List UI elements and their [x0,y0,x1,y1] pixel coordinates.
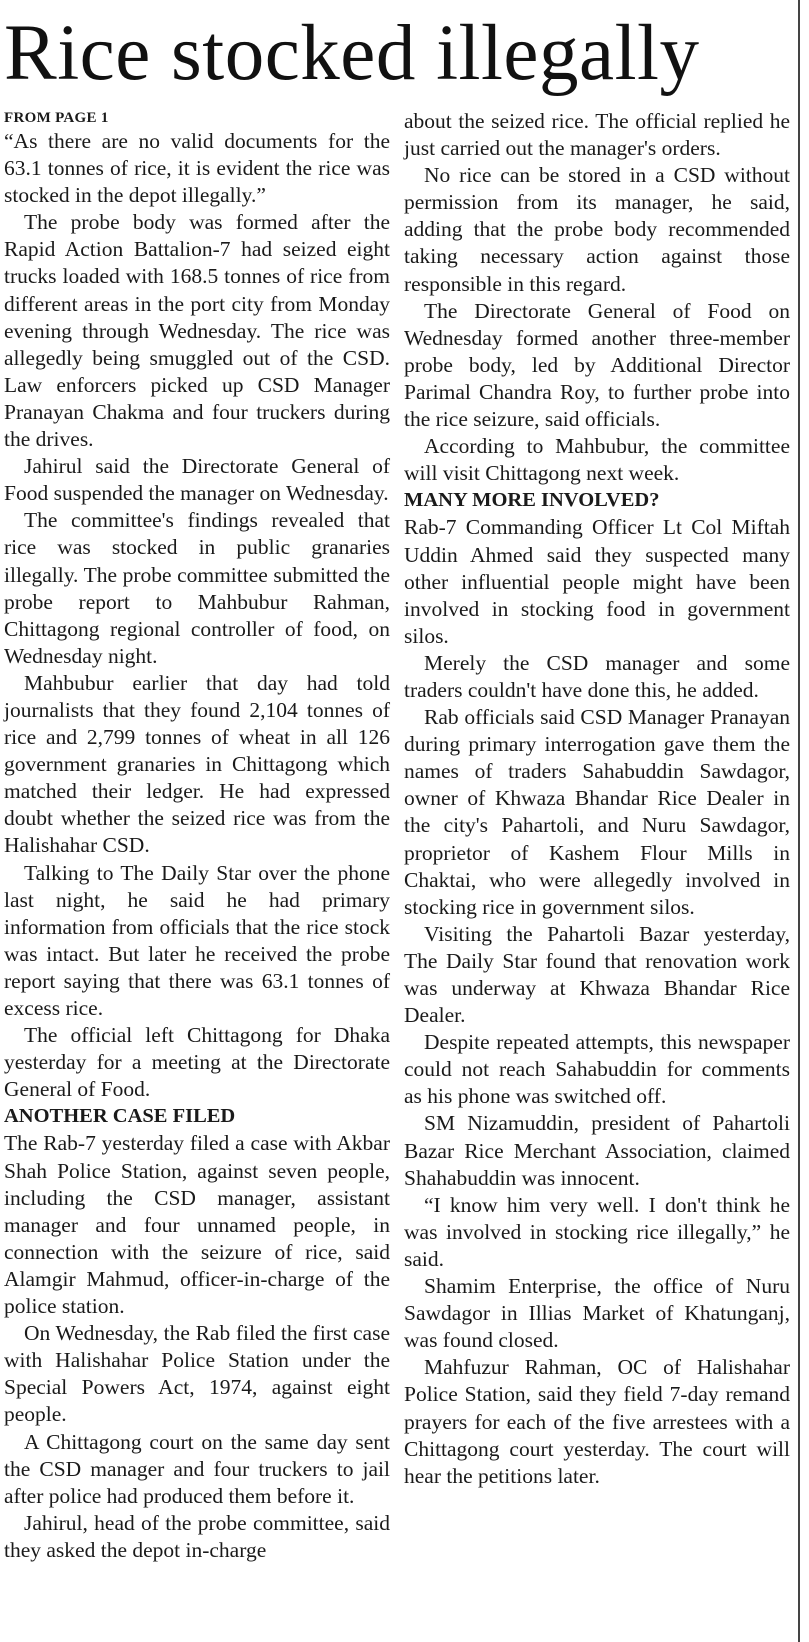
subhead-many-more-involved: MANY MORE INVOLVED? [404,489,660,512]
paragraph: A Chittagong court on the same day sent the CSD manager and four truckers to jail after police had produced them before it. [4,1429,390,1508]
article-column-left [4,108,390,1564]
paragraph: The committee's findings revealed that rice was stocked in public granaries illegally. The probe committee submitted the probe report to Mahbubur Rahman, Chittagong regional controller of food, on Wednesday night. [4,508,390,668]
paragraph: The official left Chittagong for Dhaka yesterday for a meeting at the Directorate General of Food. [4,1023,390,1102]
paragraph: Rab officials said CSD Manager Pranayan during primary interrogation gave them the names of traders Sahabuddin Sawdagor, owner of Khwaza Bhandar Rice Dealer in the city's Pahartoli, and Nuru Sawdagor, proprietor of Kashem Flour Mills in Chaktai, who were allegedly involved in stocking rice in government silos. [404,705,790,919]
paragraph: “As there are no valid documents for the 63.1 tonnes of rice, it is evident the rice was stocked in the depot illegally.” [4,129,390,208]
paragraph: Merely the CSD manager and some traders couldn't have done this, he added. [404,650,790,702]
paragraph: No rice can be stored in a CSD without permission from its manager, he said, adding that the probe body recommended taking necessary action against those responsible in this regard. [404,163,790,296]
paragraph: Mahbubur earlier that day had told journalists that they found 2,104 tonnes of rice and 2,799 tonnes of wheat in all 126 government granaries in Chittagong which matched their ledger. He had expressed doubt whether the seized rice was from the Halishahar CSD. [4,670,390,858]
paragraph: Visiting the Pahartoli Bazar yesterday, The Daily Star found that renovation work was underway at Khwaza Bhandar Rice Dealer. [404,921,790,1028]
paragraph: Talking to The Daily Star over the phone last night, he said he had primary information from officials that the rice stock was intact. But later he received the probe report saying that there was 63.1 tonnes of excess rice. [4,860,390,1020]
paragraph: According to Mahbubur, the committee will visit Chittagong next week. [404,434,790,486]
paragraph: The Directorate General of Food on Wednesday formed another three-member probe body, led by Additional Director Parimal Chandra Roy, to further probe into the rice seizure, said officials. [404,298,790,432]
paragraph: The Rab-7 yesterday filed a case with Akbar Shah Police Station, against seven people, including the CSD manager, assistant manager and four unnamed people, in connection with the seizure of rice, said Alamgir Mahmud, officer-in-charge of the police station. [4,1131,390,1319]
column-rule [798,0,800,1642]
paragraph: Mahfuzur Rahman, OC of Halishahar Police Station, said they field 7-day remand prayers for each of the five arrestees with a Chittagong court yesterday. The court will hear the petitions later. [404,1355,790,1488]
paragraph: Despite repeated attempts, this newspaper could not reach Sahabuddin for comments as his phone was switched off. [404,1030,790,1109]
paragraph: “I know him very well. I don't think he was involved in stocking rice illegally,” he said. [404,1192,790,1271]
headline: Rice stocked illegally [4,10,700,97]
paragraph: about the seized rice. The official replied he just carried out the manager's orders. [404,109,790,161]
paragraph: On Wednesday, the Rab filed the first case with Halishahar Police Station under the Special Powers Act, 1974, against eight people. [4,1321,390,1427]
paragraph: Jahirul, head of the probe committee, said they asked the depot in-charge [4,1510,390,1562]
subhead-another-case-filed: ANOTHER CASE FILED [4,1105,236,1128]
paragraph: SM Nizamuddin, president of Pahartoli Bazar Rice Merchant Association, claimed Shahabuddin was innocent. [404,1111,790,1190]
paragraph: The probe body was formed after the Rapid Action Battalion-7 had seized eight trucks loaded with 168.5 tonnes of rice from different areas in the port city from Monday evening through Wednesday. The rice was allegedly being smuggled out of the CSD. Law enforcers picked up CSD Manager Pranayan Chakma and four truckers during the drives. [4,210,390,452]
article-column-right [404,108,790,1490]
paragraph: Jahirul said the Directorate General of Food suspended the manager on Wednesday. [4,454,390,506]
paragraph: Shamim Enterprise, the office of Nuru Sawdagor in Illias Market of Khatunganj, was found closed. [404,1274,790,1353]
paragraph: Rab-7 Commanding Officer Lt Col Miftah Uddin Ahmed said they suspected many other influential people might have been involved in stocking food in government silos. [404,515,790,648]
kicker: FROM PAGE 1 [4,110,109,126]
